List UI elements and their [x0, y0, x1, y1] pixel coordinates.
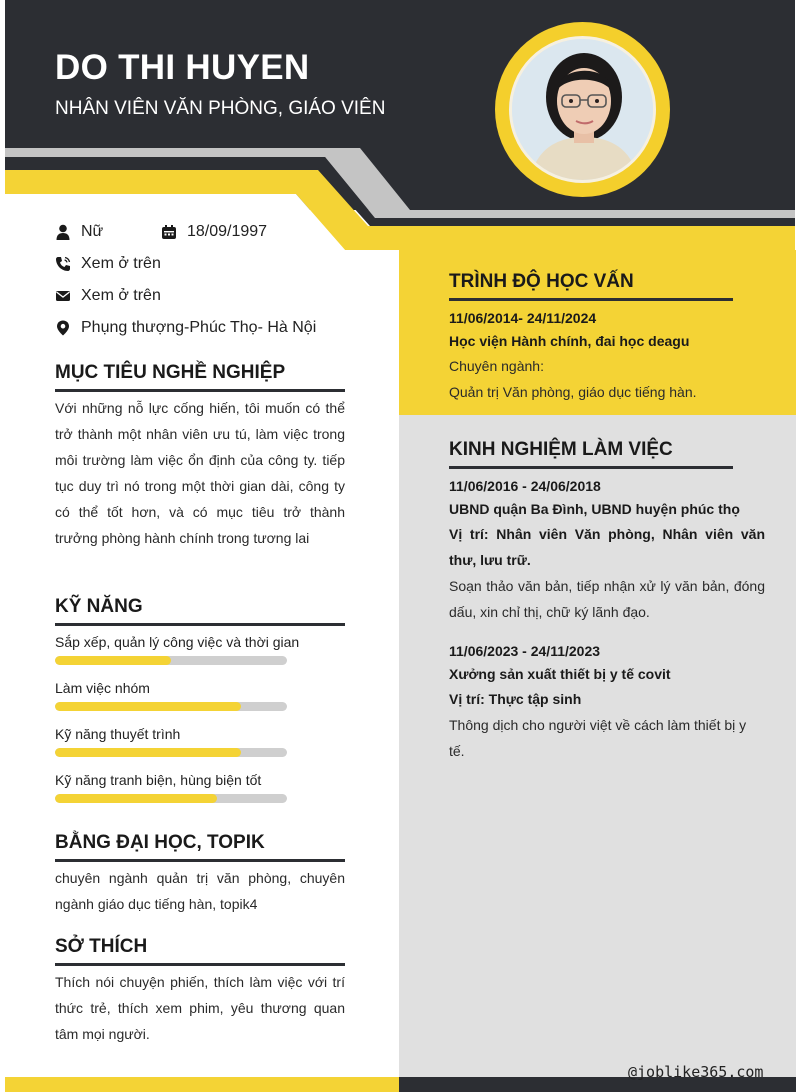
phone-value: Xem ở trên — [81, 255, 161, 272]
certificates-title: BẰNG ĐẠI HỌC, TOPIK — [55, 832, 265, 853]
skill-bar — [55, 748, 287, 757]
hobbies-divider — [55, 963, 345, 966]
objective-title: MỤC TIÊU NGHỀ NGHIỆP — [55, 362, 286, 383]
experience-position: Vị trí: Thực tập sinh — [449, 691, 582, 707]
hobbies-title: SỞ THÍCH — [55, 936, 148, 957]
skill-label: Kỹ năng tranh biện, hùng biện tốt — [55, 772, 262, 788]
watermark: @joblike365.com — [628, 1063, 764, 1081]
skill-bar-fill — [55, 748, 241, 757]
education-divider — [449, 298, 733, 301]
experience-company: Xưởng sản xuất thiết bị y tế covit — [449, 666, 671, 682]
skill-bar-fill — [55, 656, 171, 665]
experience-title: KINH NGHIỆM LÀM VIỆC — [449, 439, 673, 460]
calendar-icon — [161, 224, 177, 240]
education-major-label: Chuyên ngành: — [449, 358, 544, 374]
phone-icon — [55, 256, 71, 272]
experience-date: 11/06/2023 - 24/11/2023 — [449, 643, 601, 659]
experience-date: 11/06/2016 - 24/06/2018 — [449, 478, 601, 494]
email-row — [55, 287, 161, 305]
header-background — [0, 0, 796, 260]
education-date: 11/06/2014- 24/11/2024 — [449, 310, 597, 326]
footer-yellow-band — [5, 1077, 399, 1092]
map-pin-icon — [55, 320, 71, 336]
user-icon — [55, 224, 71, 240]
hobbies-text: Thích nói chuyện phiến, thích làm việc với trí thức trẻ, thích xem phim, yêu thương quan tâm mọi người. — [55, 974, 345, 1042]
experience-company: UBND quận Ba Đình, UBND huyện phúc thọ — [449, 501, 740, 517]
skill-bar — [55, 794, 287, 803]
objective-divider — [55, 389, 345, 392]
skill-label: Kỹ năng thuyết trình — [55, 726, 181, 742]
skill-bar — [55, 702, 287, 711]
skill-bar-fill — [55, 794, 217, 803]
objective-text: Với những nỗ lực cống hiến, tôi muốn có thể trở thành một nhân viên ưu tú, làm việc trong môi trường làm việc ổn định của công ty. tiếp tục duy trì nó trong một thời gian dài, công ty có thể tốt hơn, và có mục tiêu trở thành trưởng phòng hành chính trong tương lai — [55, 400, 345, 546]
candidate-name: DO THI HUYEN — [55, 48, 310, 87]
skills-title: KỸ NĂNG — [55, 596, 143, 617]
job-title: NHÂN VIÊN VĂN PHÒNG, GIÁO VIÊN — [55, 98, 386, 119]
phone-row — [55, 255, 161, 273]
education-major: Quản trị Văn phòng, giáo dục tiếng hàn. — [449, 384, 697, 400]
skill-label: Làm việc nhóm — [55, 680, 150, 696]
experience-description: Thông dịch cho người việt về cách làm thiết bị y tế. — [449, 717, 747, 759]
certificates-divider — [55, 859, 345, 862]
address-value: Phụng thượng-Phúc Thọ- Hà Nội — [81, 319, 317, 336]
certificates-text: chuyên ngành quản trị văn phòng, chuyên ngành giáo dục tiếng hàn, topik4 — [55, 870, 345, 912]
avatar — [509, 36, 656, 183]
address-row — [55, 319, 316, 337]
education-title: TRÌNH ĐỘ HỌC VẤN — [449, 271, 634, 292]
skills-divider — [55, 623, 345, 626]
gender-value: Nữ — [81, 223, 104, 240]
envelope-icon — [55, 288, 71, 304]
experience-position: Vị trí: Nhân viên Văn phòng, Nhân viên văn thư, lưu trữ. — [449, 526, 765, 568]
gender-row — [55, 223, 103, 241]
skill-label: Sắp xếp, quản lý công việc và thời gian — [55, 634, 300, 650]
skill-bar — [55, 656, 287, 665]
birthday-value: 18/09/1997 — [187, 223, 268, 240]
skill-bar-fill — [55, 702, 241, 711]
experience-description: Soạn thảo văn bản, tiếp nhận xử lý văn bản, đóng dấu, xin chỉ thị, chữ ký lãnh đạo. — [449, 578, 765, 620]
email-value: Xem ở trên — [81, 287, 161, 304]
education-school: Học viện Hành chính, đai học deagu — [449, 333, 690, 349]
birthday-row — [161, 223, 267, 241]
experience-divider — [449, 466, 733, 469]
